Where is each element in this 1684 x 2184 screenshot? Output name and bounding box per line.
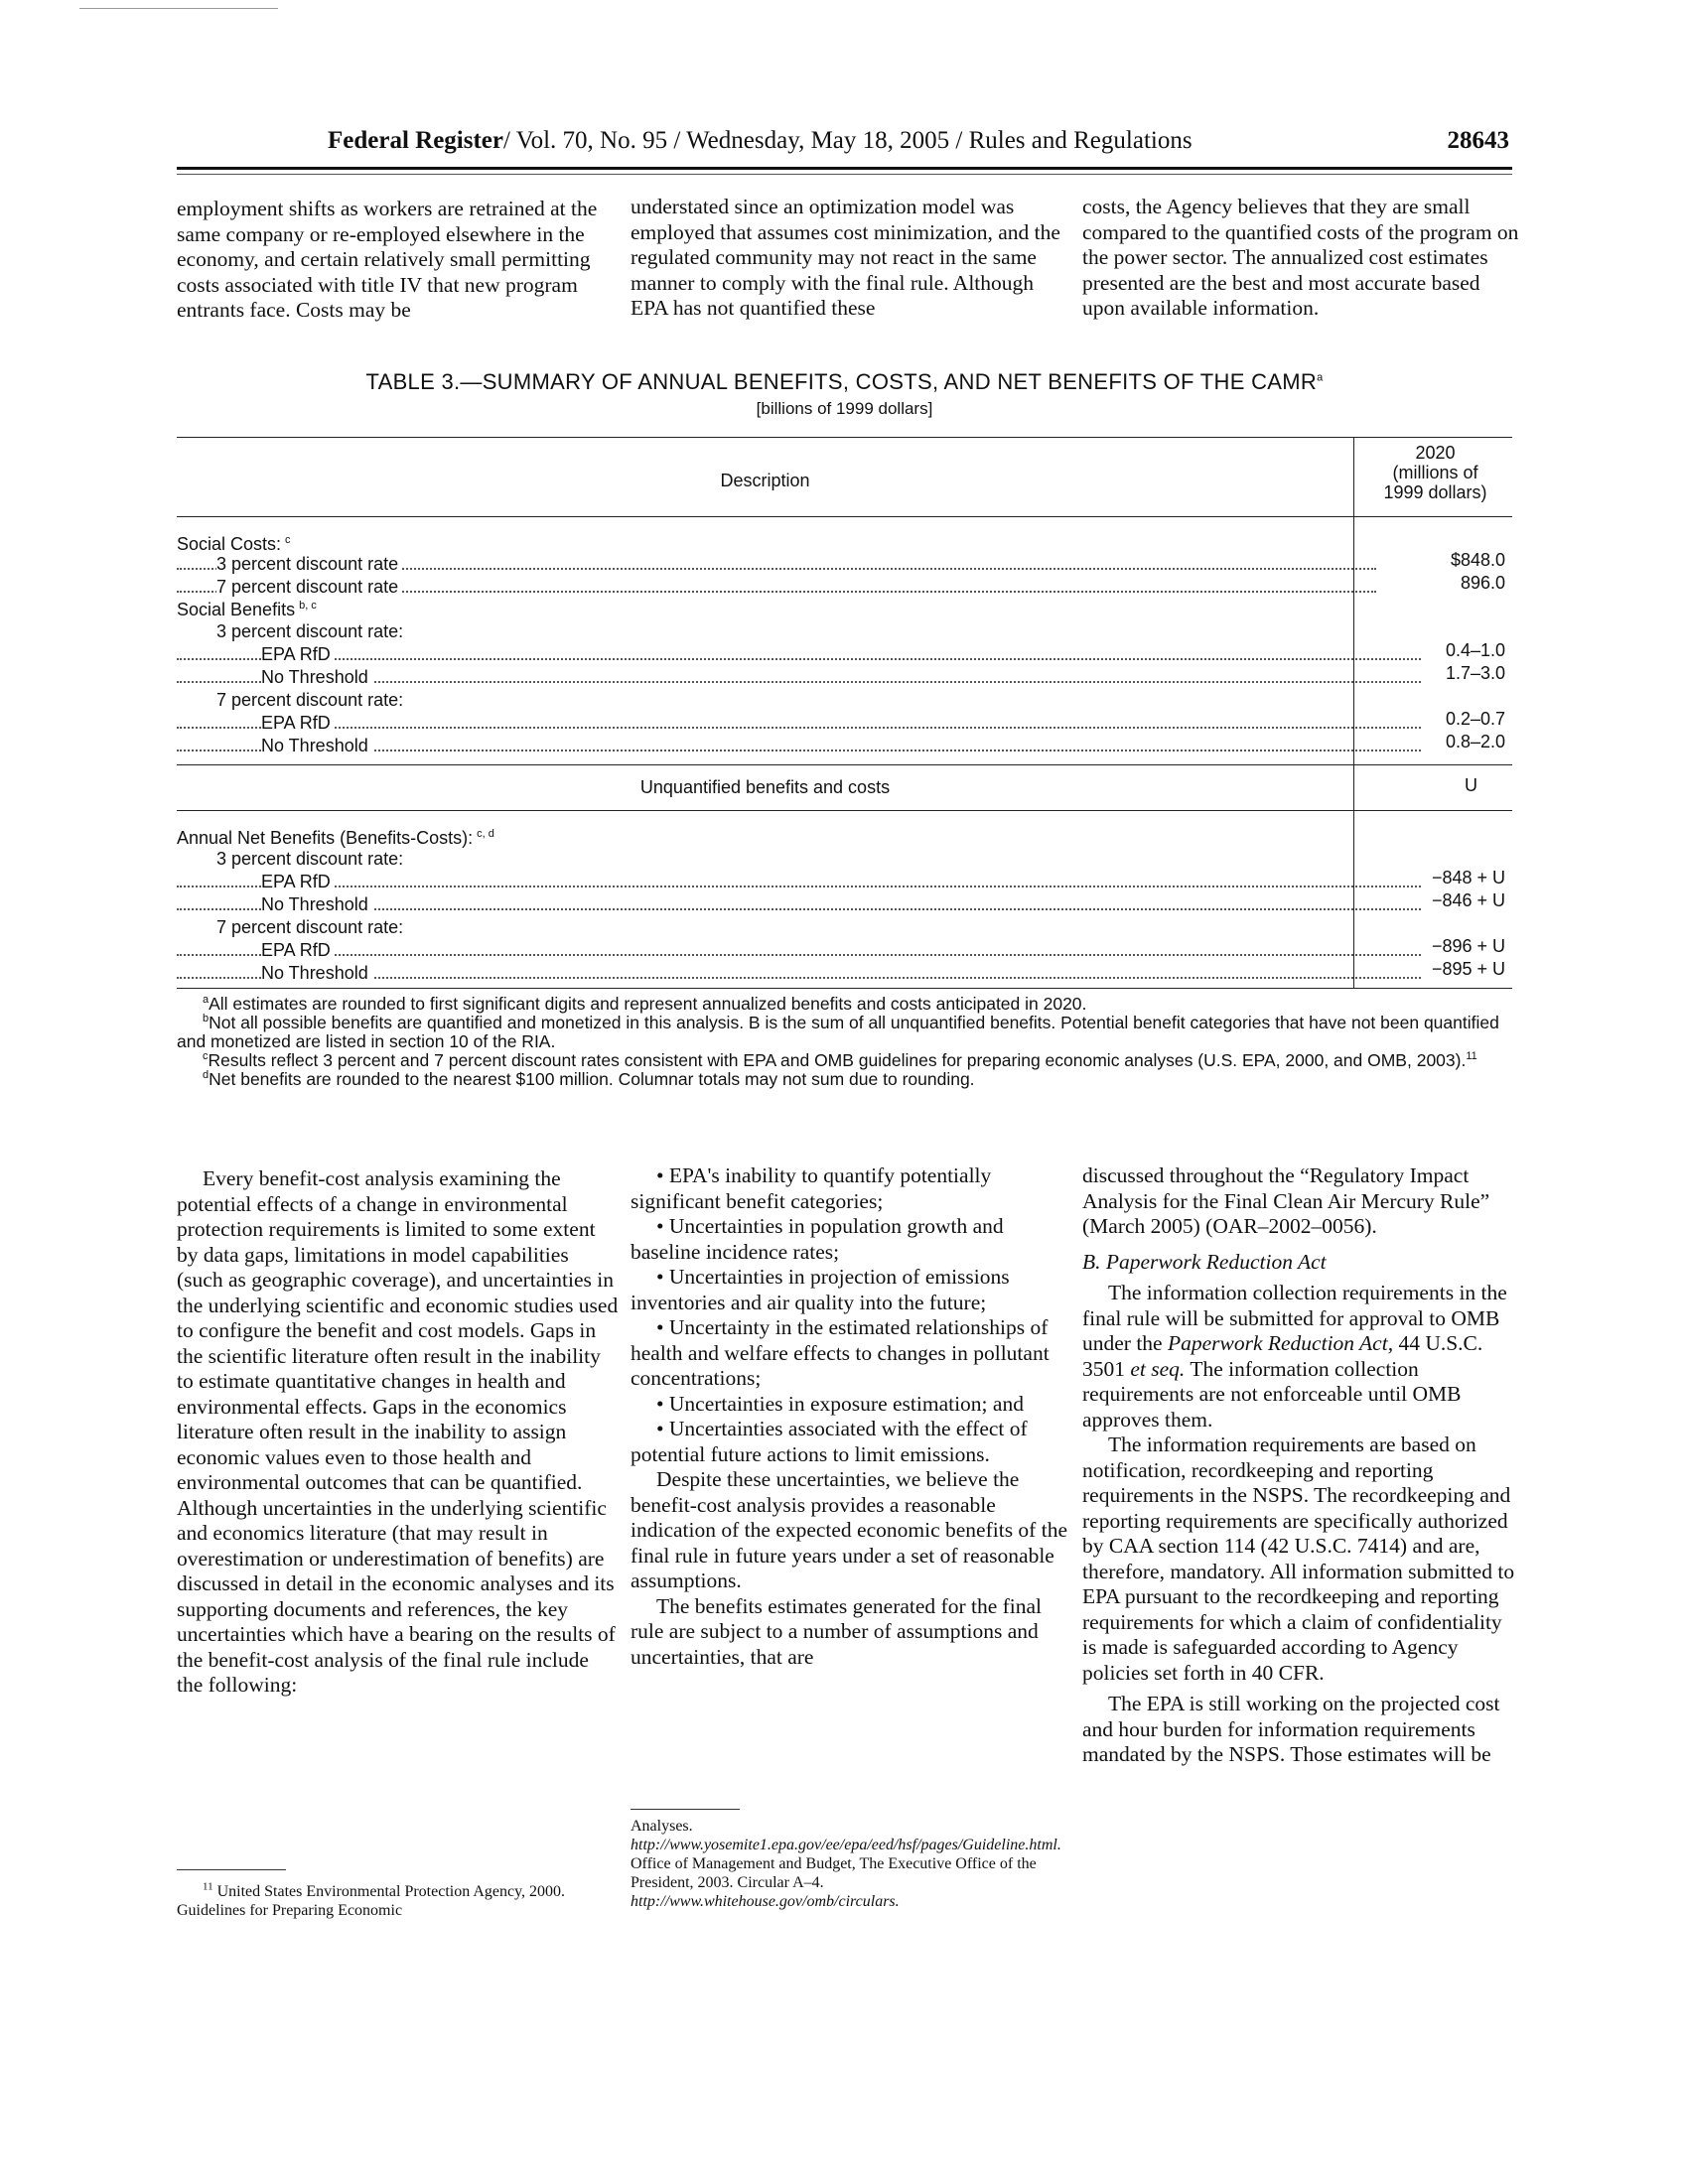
header-rule-thin xyxy=(177,174,1512,175)
row-sb-3-nt: No Threshold xyxy=(177,666,1433,688)
section-heading: B. Paperwork Reduction Act xyxy=(1082,1249,1327,1274)
val-sb-3-nt: 1.7–3.0 xyxy=(1445,663,1505,683)
row-net-benefits: Annual Net Benefits (Benefits-Costs): $^{c, d}$ xyxy=(177,828,494,848)
row-nb-7-nt: No Threshold xyxy=(177,962,1433,984)
body-col2 xyxy=(631,1163,1067,1670)
body-col3-para2: The information collection requirements in the final rule will be submitted for approval to OMB under the Paperwork Reduction Act, 44 U.S.C. 3501 et seq. The information collection requirements are not enforceable until OMB approves them. xyxy=(1082,1281,1507,1432)
val-sb-7-epa: 0.2–0.7 xyxy=(1445,709,1505,729)
page-header xyxy=(179,121,1509,161)
table-note-c: $^c$Results reflect 3 percent and 7 percent discount rates consistent with EPA and OMB guidelines for preparing economic analyses (U.S. EPA, 2000, and OMB, 2003).$^{11}$ xyxy=(203,1050,1477,1070)
val-nb-3-epa: −848 + U xyxy=(1431,868,1505,887)
caption-note: a xyxy=(1317,371,1324,384)
val-nb-3-nt: −846 + U xyxy=(1431,890,1505,910)
col-header-year: 2020 (millions of 1999 dollars) xyxy=(1383,443,1487,502)
bullet-item: • Uncertainties associated with the effect of potential future actions to limit emissions. xyxy=(631,1417,1028,1466)
footnote-rule-col1 xyxy=(177,1869,286,1870)
val-sc-3pct: $848.0 xyxy=(1450,550,1505,570)
mid-rule-2 xyxy=(177,810,1512,811)
journal-name: Federal Register xyxy=(328,127,504,154)
body-col3-para1: discussed throughout the “Regulatory Impact Analysis for the Final Clean Air Mercury Rule” (March 2005) (OAR–2002–0056). xyxy=(1082,1163,1490,1238)
row-nb-3-epa: EPA RfD xyxy=(177,871,1433,892)
row-nb-3pct: 3 percent discount rate: xyxy=(177,848,1388,870)
row-sb-3-epa: EPA RfD xyxy=(177,643,1433,665)
row-nb-7pct: 7 percent discount rate: xyxy=(177,916,1388,938)
row-social-benefits: Social Benefits $^{b, c}$ xyxy=(177,600,317,619)
footnote-rule-col2 xyxy=(631,1809,740,1810)
body-col1-para: Every benefit-cost analysis examining the potential effects of a change in environmental protection requirements is limited to some extent by data gaps, limitations in model capabilities (such as geographic coverage), and uncertainties in the underlying scientific and economic studies used to configure the benefit and cost models. Gaps in the scientific literature often result in the inability to estimate quantitative changes in health and environmental effects. Gaps in the economics literature often result in the inability to assign economic values even to those health and environmental outcomes that can be quantified. Although uncertainties in the underlying scientific and economics literature (that may result in overestimation or underestimation of benefits) are discussed in detail in the economic analyses and its supporting documents and references, the key uncertainties which have a bearing on the results of the benefit-cost analysis of the final rule include the following: xyxy=(177,1166,619,1697)
body-col3-para4: The EPA is still working on the projected cost and hour burden for information requirements mandated by the NSPS. Those estimates will be xyxy=(1082,1692,1500,1766)
bullet-item: • Uncertainty in the estimated relationships of health and welfare effects to changes in pollutant concentrations; xyxy=(631,1315,1050,1390)
bullet-item: • Uncertainties in projection of emissions inventories and air quality into the future; xyxy=(631,1265,1010,1314)
table-footnotes xyxy=(177,995,1512,1089)
table-note-b: $^b$Not all possible benefits are quantified and monetized in this analysis. B is the sum of all unquantified benefits. Potential benefit categories that have not been quantified and monetized are listed in section 10 of the RIA. xyxy=(177,1013,1499,1051)
footnote-11-cont: Analyses. http://www.yosemite1.epa.gov/ee/epa/eed/hsf/pages/Guideline.html. Office of Management and Budget, The Executive Office of the President, 2003. Circular A–4. http://www.whitehouse.gov/omb/circulars. xyxy=(631,1818,1061,1910)
body-col3 xyxy=(1082,1163,1519,1768)
page-number: 28643 xyxy=(1447,127,1509,154)
mid-rule-1 xyxy=(177,764,1512,765)
table-note-a: $^a$All estimates are rounded to first significant digits and represent annualized benefits and costs anticipated in 2020. xyxy=(203,994,1087,1014)
top-edge-rule xyxy=(79,8,278,9)
val-sb-7-nt: 0.8–2.0 xyxy=(1445,732,1505,751)
header-bottom-rule xyxy=(177,516,1512,517)
table-bottom-rule xyxy=(177,988,1512,989)
row-sb-7-nt: No Threshold xyxy=(177,735,1433,756)
row-nb-3-nt: No Threshold xyxy=(177,893,1433,915)
table-subcaption: [billions of 1999 dollars] xyxy=(756,399,933,418)
body-col2-para2: The benefits estimates generated for the final rule are subject to a number of assumptions and uncertainties, that are xyxy=(631,1593,1043,1669)
row-sc-3pct: 3 percent discount rate xyxy=(177,553,1388,575)
row-sb-7pct: 7 percent discount rate: xyxy=(177,689,1388,711)
issue-info: / Vol. 70, No. 95 / Wednesday, May 18, 2005 / Rules and Regulations xyxy=(503,127,1193,154)
top-text-col2: understated since an optimization model was employed that assumes cost minimization, and the regulated community may not react in the same manner to comply with the final rule. Although EPA has not quantified these xyxy=(631,195,1060,320)
bullet-item: • Uncertainties in population growth and baseline incidence rates; xyxy=(631,1214,1004,1264)
row-sb-7-epa: EPA RfD xyxy=(177,712,1433,734)
val-sb-3-epa: 0.4–1.0 xyxy=(1445,640,1505,660)
val-sc-7pct: 896.0 xyxy=(1460,573,1505,593)
val-unquantified: U xyxy=(1465,775,1477,795)
footnote-11: $^{11}$ United States Environmental Protection Agency, 2000. Guidelines for Preparing Economic xyxy=(177,1880,566,1919)
row-sb-3pct: 3 percent discount rate: xyxy=(177,620,1388,642)
header-rule xyxy=(177,167,1512,170)
row-unquantified: Unquantified benefits and costs xyxy=(639,777,891,797)
footnote-url-2[interactable]: http://www.whitehouse.gov/omb/circulars. xyxy=(631,1893,900,1910)
header-title xyxy=(328,127,1193,155)
table-note-d: $^d$Net benefits are rounded to the nearest $100 million. Columnar totals may not sum due to rounding. xyxy=(203,1069,975,1089)
row-nb-7-epa: EPA RfD xyxy=(177,939,1433,961)
col-header-description: Description xyxy=(720,471,810,490)
body-col2-para1: Despite these uncertainties, we believe the benefit-cost analysis provides a reasonable indication of the expected economic benefits of the final rule in future years under a set of reasonable assumptions. xyxy=(631,1467,1067,1592)
top-text-col1: employment shifts as workers are retrained at the same company or re-employed elsewhere in the economy, and certain relatively small permitting costs associated with title IV that new program entrants face. Costs may be xyxy=(177,197,598,322)
body-col3-para3: The information requirements are based on notification, recordkeeping and reporting requirements in the NSPS. The recordkeeping and reporting requirements are specifically authorized by CAA section 114 (42 U.S.C. 7414) and are, therefore, mandatory. All information submitted to EPA pursuant to the recordkeeping and reporting requirements for which a claim of confidentiality is made is safeguarded according to Agency policies set forth in 40 CFR. xyxy=(1082,1433,1515,1685)
table-caption: TABLE 3.—SUMMARY OF ANNUAL BENEFITS, COSTS, AND NET BENEFITS OF THE CAMR$^a$ xyxy=(365,369,1324,394)
bullet-item: • Uncertainties in exposure estimation; and xyxy=(656,1391,1024,1416)
row-sc-7pct: 7 percent discount rate xyxy=(177,576,1388,598)
val-nb-7-epa: −896 + U xyxy=(1431,936,1505,956)
body-col1 xyxy=(177,1166,619,1699)
top-text-col3: costs, the Agency believes that they are small compared to the quantified costs of the program on the power sector. The annualized cost estimates presented are the best and most accurate based upon available information. xyxy=(1082,195,1519,320)
row-social-costs: Social Costs: $^c$ xyxy=(177,534,291,554)
bullet-item: • EPA's inability to quantify potentially significant benefit categories; xyxy=(631,1163,992,1213)
footnote-url-1[interactable]: http://www.yosemite1.epa.gov/ee/epa/eed/hsf/pages/Guideline.html. xyxy=(631,1837,1061,1853)
val-nb-7-nt: −895 + U xyxy=(1431,959,1505,979)
table-top-rule xyxy=(177,437,1512,438)
